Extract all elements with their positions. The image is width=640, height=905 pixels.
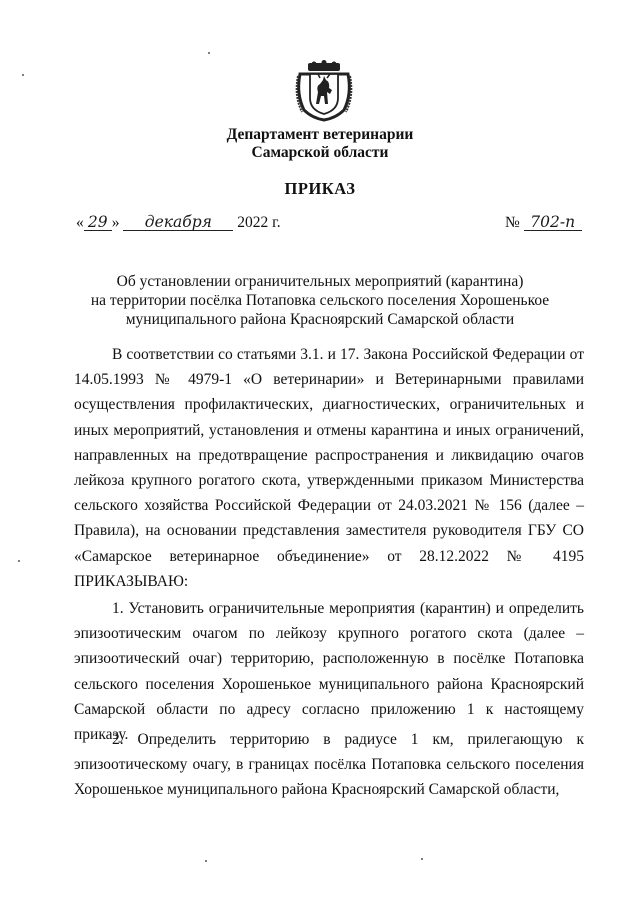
order-date bbox=[76, 214, 281, 232]
document-title: ПРИКАЗ bbox=[284, 179, 356, 198]
subject-line: муниципального района Красноярский Самарской области bbox=[125, 311, 515, 328]
handwritten-month: декабря bbox=[123, 214, 233, 231]
handwritten-number: 702-п bbox=[524, 214, 582, 231]
scan-speck bbox=[22, 74, 24, 76]
scan-speck bbox=[208, 52, 210, 54]
samara-coat-of-arms-icon bbox=[294, 60, 354, 122]
subject-line: на территории посёлка Потаповка сельского поселения Хорошенькое bbox=[90, 292, 550, 309]
open-quote: « bbox=[76, 214, 84, 231]
department-name-line1: Департамент ветеринарии bbox=[226, 126, 414, 143]
paragraph-text: В соответствии со статьями 3.1. и 17. Закона Российской Федерации от 14.05.1993 № 4979-1 «О ветеринарии» и Ветеринарными правилами осуществления профилактических, диагностических, ограничительных и иных мероприятий, установления и отмены карантина и иных ограничений, направленных на предотвращение распространения и ликвидацию очагов лейкоза крупного рогатого скота, утвержденными приказом Министерства сельского хозяйства Российской Федерации от 24.03.2021 № 156 (далее – Правила), на основании представления заместителя руководителя ГБУ СО «Самарское ветеринарное объединение» от 28.12.2022 № 4195 ПРИКАЗЫВАЮ: bbox=[74, 346, 584, 590]
scan-speck bbox=[421, 858, 423, 860]
order-year: 2022 г. bbox=[237, 214, 281, 231]
order-subject bbox=[60, 272, 580, 329]
handwritten-day: 29 bbox=[84, 214, 112, 231]
clause-2-paragraph bbox=[74, 727, 584, 803]
order-number bbox=[505, 214, 582, 232]
clause-1-paragraph bbox=[74, 596, 584, 747]
department-name-line2: Самарской области bbox=[251, 144, 389, 161]
paragraph-text: 1. Установить ограничительные мероприятия (карантин) и определить эпизоотическим очагом по лейкозу крупного рогатого скота (далее – эпизоотический очаг) территорию, расположенную в посёлке Потаповка сельского поселения Хорошенькое муниципального района Красноярский Самарской области по адресу согласно приложению 1 к настоящему приказу. bbox=[74, 600, 584, 744]
subject-line: Об установлении ограничительных мероприятий (карантина) bbox=[116, 273, 524, 290]
preamble-paragraph bbox=[74, 342, 584, 594]
close-quote: » bbox=[111, 214, 120, 231]
paragraph-text: 2. Определить территорию в радиусе 1 км, прилегающую к эпизоотическому очагу, в границах посёлка Потаповка сельского поселения Хорошенькое муниципального района Красноярский Самарской области, bbox=[74, 731, 584, 799]
scan-speck bbox=[18, 560, 20, 562]
scan-speck bbox=[205, 860, 207, 862]
number-label: № bbox=[505, 214, 520, 231]
